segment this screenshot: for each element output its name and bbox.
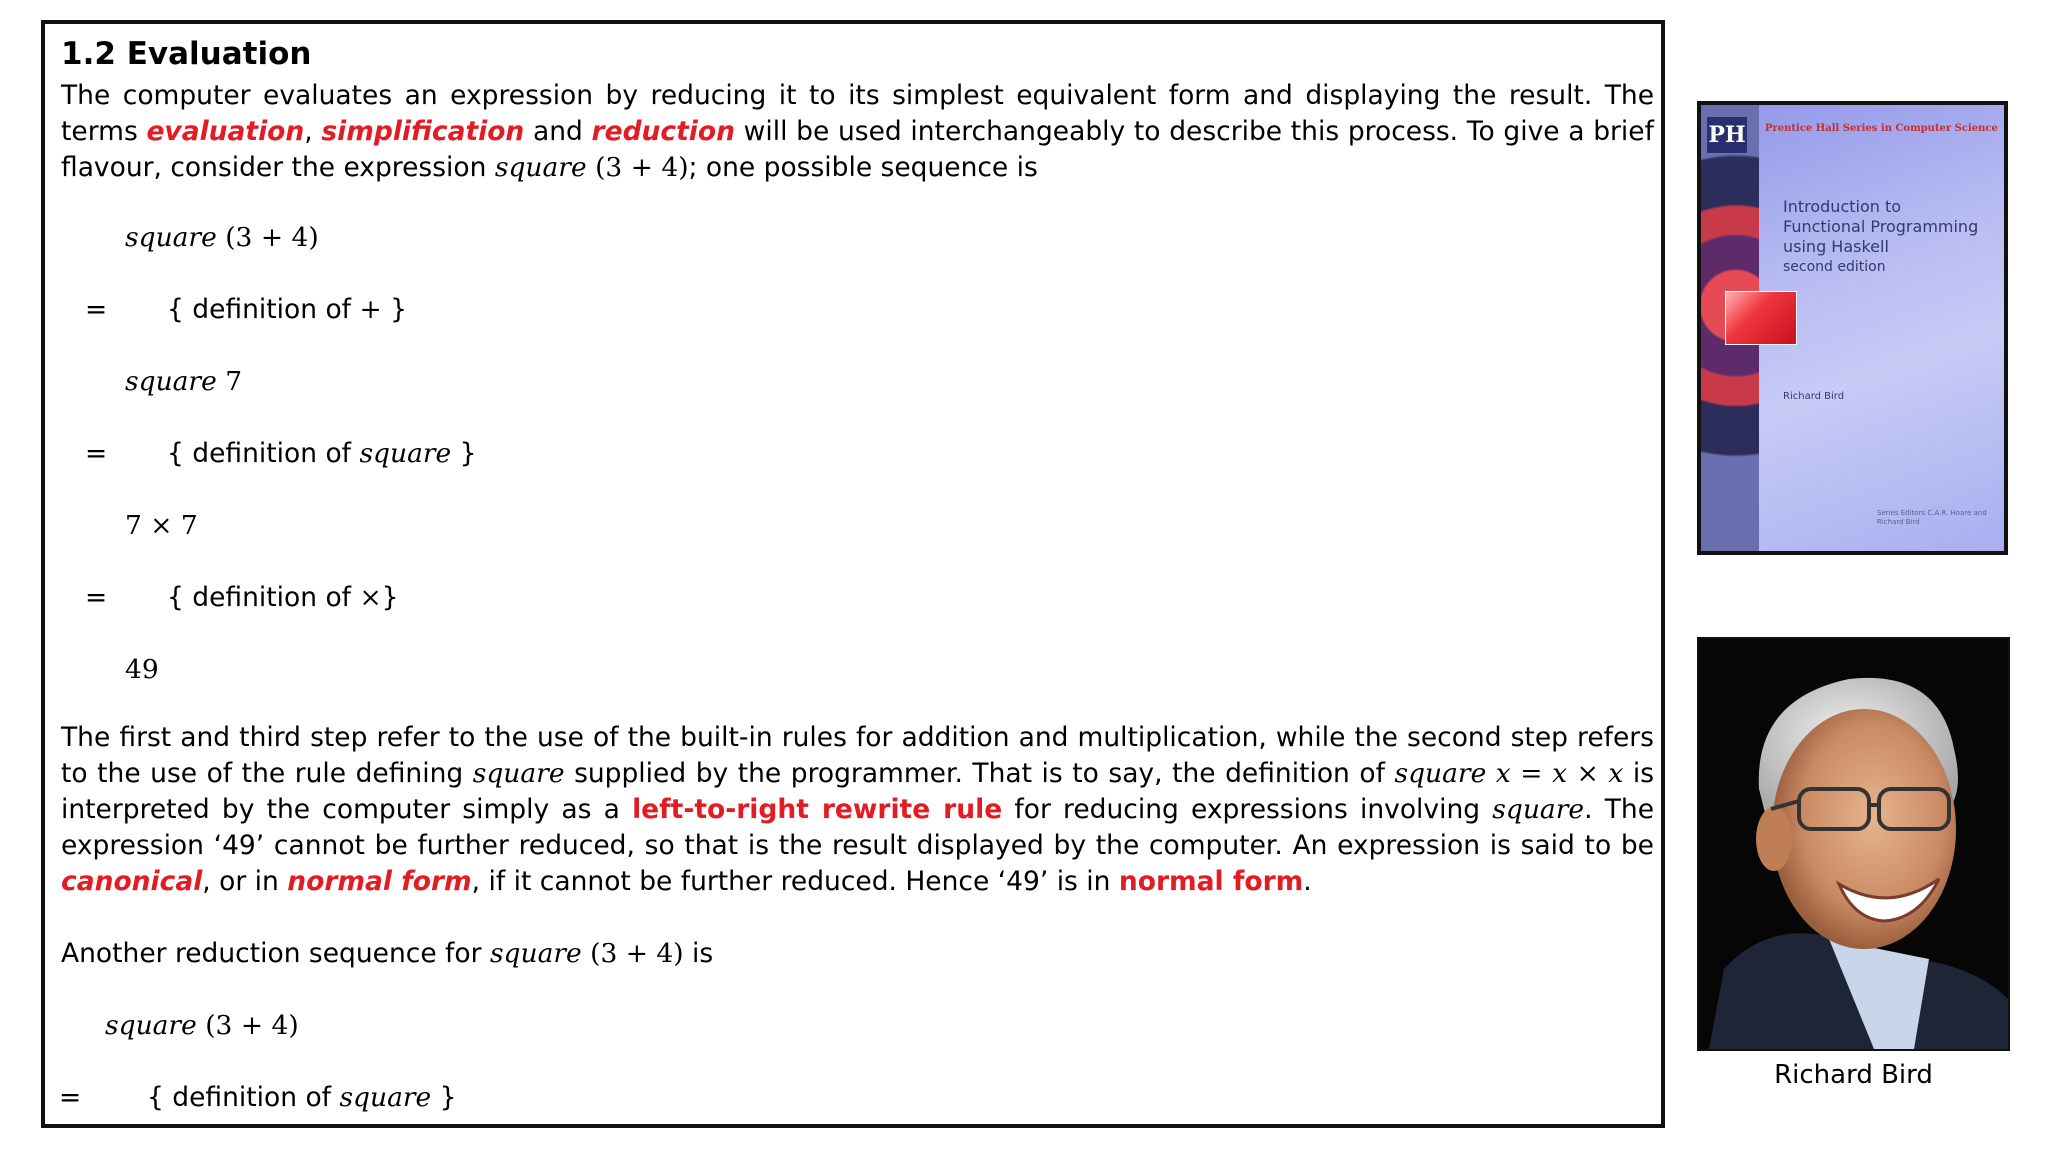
math-value: 7 bbox=[225, 366, 243, 397]
math-square: square bbox=[125, 222, 217, 253]
math-x: x bbox=[1495, 758, 1511, 789]
book-title-line: using Haskell bbox=[1783, 237, 1889, 256]
math-square: square bbox=[489, 938, 582, 969]
another-text-1: Another reduction sequence for bbox=[61, 938, 482, 969]
explanation-text-5: . The expression ‘49’ cannot be further reduced, so that is the result displayed by the computer. An expression is said to be bbox=[61, 794, 1654, 861]
math-square: square bbox=[1492, 794, 1585, 825]
book-author: Richard Bird bbox=[1783, 391, 1845, 402]
hint-close: } bbox=[381, 582, 399, 613]
explanation-text-4: for reducing expressions involving bbox=[1014, 794, 1481, 825]
explanation-text-3: is interpreted by the computer simply as a bbox=[61, 758, 1654, 825]
author-photo bbox=[1697, 637, 2010, 1051]
math-x: x bbox=[1552, 758, 1568, 789]
section-heading: 1.2 Evaluation bbox=[61, 36, 312, 72]
portrait-illustration bbox=[1699, 639, 2008, 1049]
math-times: × bbox=[1576, 758, 1599, 789]
math-arg: (3 + 4) bbox=[590, 938, 684, 969]
seq2-hint1 bbox=[147, 1080, 457, 1116]
another-text-2: is bbox=[692, 938, 714, 969]
seq1-step2 bbox=[125, 364, 242, 400]
book-red-square bbox=[1725, 291, 1797, 345]
hint-symbol: + bbox=[359, 294, 382, 325]
seq1-hint1 bbox=[167, 292, 407, 328]
hint-text: { definition of bbox=[167, 438, 351, 469]
math-square: square bbox=[494, 152, 587, 183]
math-square: square bbox=[1394, 758, 1487, 789]
seq2-step1 bbox=[105, 1008, 299, 1044]
hint-close: } bbox=[390, 294, 407, 325]
publisher-logo: PH bbox=[1707, 117, 1747, 153]
book-title bbox=[1783, 197, 2003, 277]
seq1-step3: 7 × 7 bbox=[125, 510, 198, 541]
intro-paragraph bbox=[61, 78, 1654, 186]
seq1-equals-2: = bbox=[85, 438, 108, 469]
math-arg: (3 + 4) bbox=[205, 1010, 299, 1041]
explanation-text-1: The first and third step refer to the use of the built-in rules for addition and multiplication, while the second step refers to the use of the rule defining bbox=[61, 722, 1654, 789]
hint-symbol: square bbox=[339, 1082, 432, 1113]
book-editors: Series Editors C.A.R. Hoare and Richard Bird bbox=[1877, 509, 1987, 526]
explanation-text-6: , or in bbox=[202, 866, 279, 897]
book-title-line: Introduction to bbox=[1783, 197, 1902, 216]
photo-caption: Richard Bird bbox=[1774, 1060, 1933, 1090]
intro-text-c: ; one possible sequence is bbox=[688, 152, 1038, 183]
hint-symbol: × bbox=[359, 582, 382, 613]
term-canonical: canonical bbox=[61, 866, 203, 897]
slide-frame bbox=[41, 20, 1665, 1128]
hint-text: { definition of bbox=[167, 582, 351, 613]
book-edition: second edition bbox=[1783, 259, 1886, 275]
seq2-equals-1: = bbox=[59, 1082, 82, 1113]
seq1-step1 bbox=[125, 220, 319, 256]
seq1-equals-1: = bbox=[85, 294, 108, 325]
intro-text-b: will be used interchangeably to describe this process. To give a brief flavour, consider the expression bbox=[61, 116, 1654, 183]
term-evaluation: evaluation bbox=[146, 116, 305, 147]
intro-text-a: The computer evaluates an expression by reducing it to its simplest equivalent form and displaying the result. The terms bbox=[61, 80, 1654, 147]
math-eq: = bbox=[1520, 758, 1543, 789]
and-text: and bbox=[532, 116, 583, 147]
explanation-text-8: . bbox=[1303, 866, 1312, 897]
another-sequence-line bbox=[61, 936, 713, 972]
hint-symbol: square bbox=[359, 438, 452, 469]
hint-text: { definition of bbox=[147, 1082, 331, 1113]
comma: , bbox=[304, 116, 313, 147]
term-reduction: reduction bbox=[591, 116, 735, 147]
math-arg: (3 + 4) bbox=[225, 222, 319, 253]
explanation-text-7: , if it cannot be further reduced. Hence ‘49’ is in bbox=[471, 866, 1111, 897]
math-square: square bbox=[472, 758, 565, 789]
term-normal-form: normal form bbox=[287, 866, 472, 897]
hint-text: { definition of bbox=[167, 294, 351, 325]
seq1-step4: 49 bbox=[125, 654, 159, 685]
math-arg: (3 + 4) bbox=[595, 152, 689, 183]
term-rewrite-rule: left-to-right rewrite rule bbox=[632, 794, 1003, 825]
hint-close: } bbox=[439, 1082, 457, 1113]
explanation-paragraph bbox=[61, 720, 1654, 900]
seq1-hint2 bbox=[167, 436, 477, 472]
hint-close: } bbox=[459, 438, 477, 469]
seq1-equals-3: = bbox=[85, 582, 108, 613]
book-cover-image bbox=[1697, 101, 2008, 555]
math-square: square bbox=[105, 1010, 197, 1041]
math-square: square bbox=[125, 366, 217, 397]
term-simplification: simplification bbox=[321, 116, 525, 147]
explanation-text-2: supplied by the programmer. That is to say, the definition of bbox=[574, 758, 1385, 789]
math-x: x bbox=[1608, 758, 1624, 789]
book-series: Prentice Hall Series in Computer Science bbox=[1765, 123, 1998, 134]
term-normal-form-2: normal form bbox=[1118, 866, 1304, 897]
book-title-line: Functional Programming bbox=[1783, 217, 1979, 236]
seq1-hint3 bbox=[167, 580, 399, 616]
